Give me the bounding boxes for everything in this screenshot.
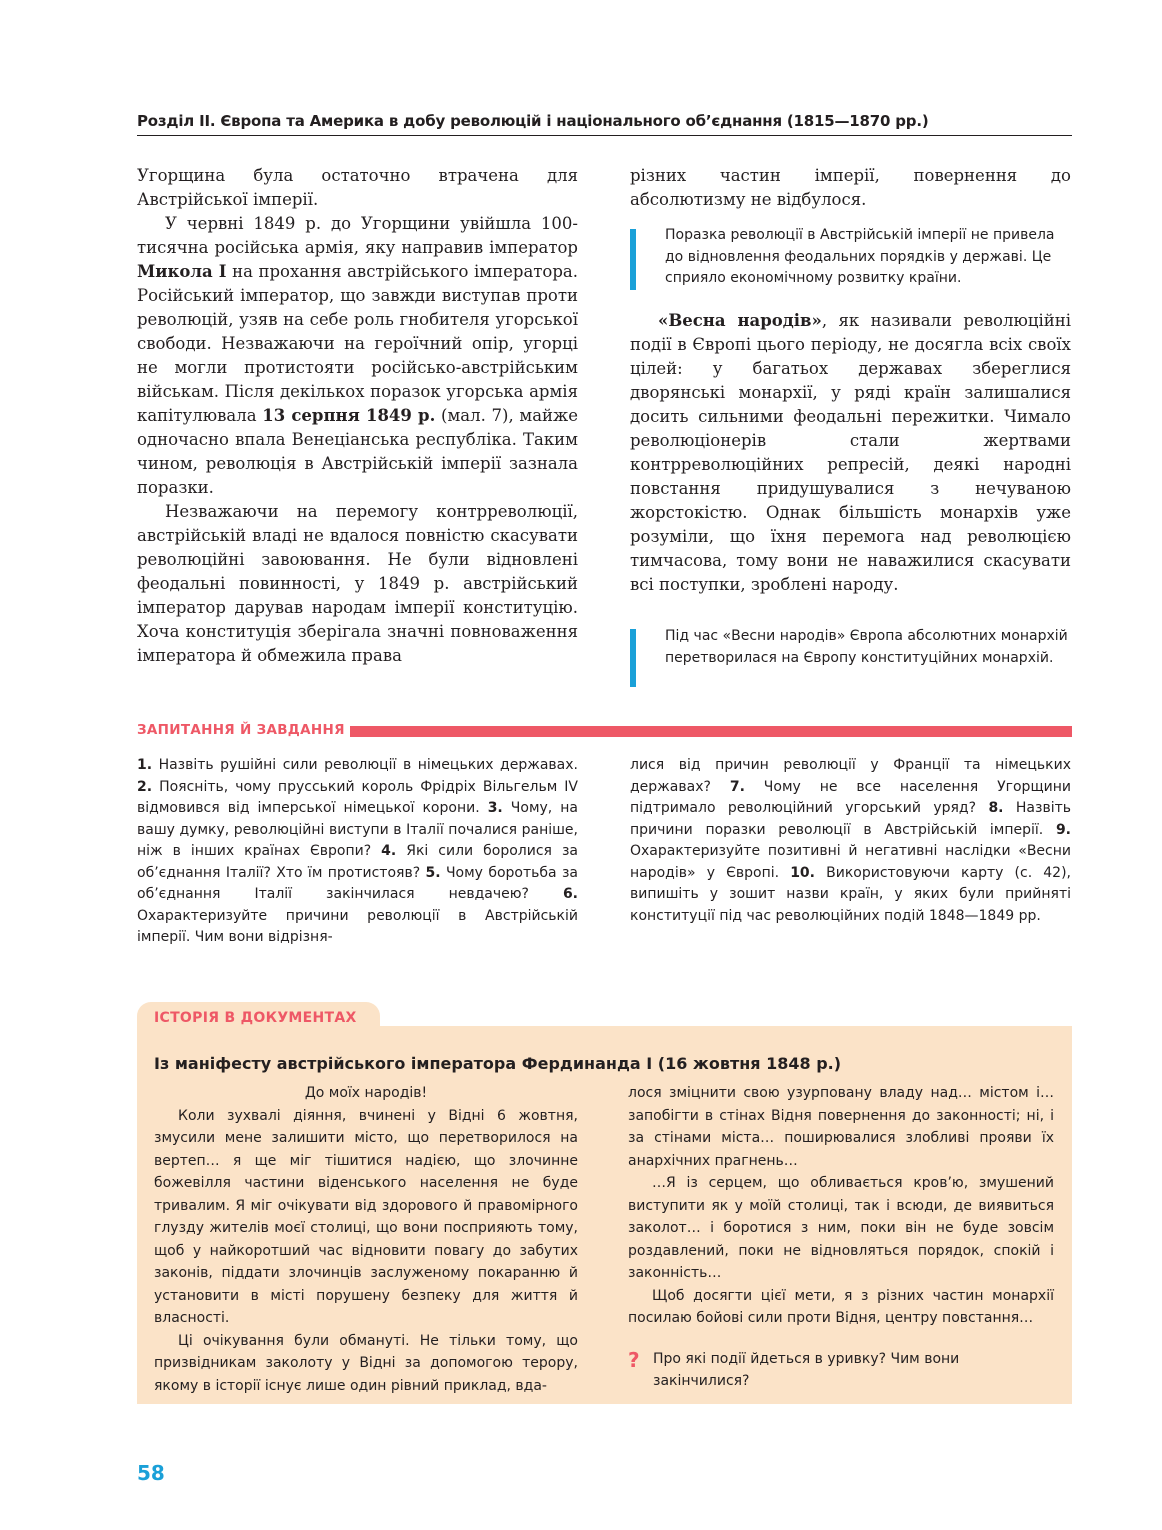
question-number: 3.	[487, 800, 503, 816]
document-paragraph: Щоб досягти цієї мети, я з різних частин монархії посилаю бойові сили проти Відня, центру повстання…	[628, 1287, 1054, 1326]
paragraph: Незважаючи на перемогу контрреволюції, австрійській владі не вдалося повністю скасувати революційні завоювання. Не були відновлені феодальні повинності, у 1849 р. австрійський імператор дарував народам імперії конституцію. Хоча конституція зберігала значні повноваження імператора й обмежила права	[137, 502, 578, 665]
text-run: У червні 1849 р. до Угорщини увійшла 100-тисячна російська армія, яку направив імператор	[137, 214, 578, 257]
question-text: Охарактеризуйте причини революції в Австрійській імперії. Чим вони відрізня-	[137, 907, 578, 945]
paragraph	[137, 212, 578, 500]
document-paragraph: Коли зухвалі діяння, вчинені у Відні 6 жовтня, змусили мене залишити місто, що перетворилося на вертеп… я ще міг тішитися надією, що злочинне божевілля частини віденського населення не буде тривалим. Я міг очікувати від здорового й правомірного глузду жителів моєї столиці, що вони посприяють тому, щоб у найкоротший час відновити повагу до забутих законів, піддати злочинців заслуженому покаранню й установити в місті порушену безпеку для життя й власності.	[154, 1107, 578, 1326]
questions-title: ЗАПИТАННЯ Й ЗАВДАННЯ	[137, 722, 345, 738]
document-paragraph: лося зміцнити свою узурповану владу над… містом і… запобігти в стінах Відня повернення до законності; ні, і за стінами міста… поширювалися злобливі прояви їх анархічних прагнень…	[628, 1085, 1054, 1169]
bold-term: «Весна народів»	[658, 311, 822, 330]
document-right-column	[628, 1082, 1054, 1330]
document-paragraph: Ці очікування були обмануті. Не тільки тому, що призвідникам заколоту у Відні за допомогою терору, якому в історії існує лише один рівний приклад, вда-	[154, 1332, 578, 1394]
question-number: 8.	[988, 800, 1004, 816]
bold-date: 13 серпня 1849 р.	[262, 406, 436, 425]
question-number: 2.	[137, 778, 153, 795]
question-number: 6.	[562, 886, 578, 902]
note-bar	[630, 629, 636, 687]
document-paragraph: …Я із серцем, що обливається кров’ю, змушений виступити як у моїй столиці, так і всюди, де виявиться заколот… і боротися з ним, поки він не буде зовсім роздавлений, поки не відновляться порядок, спокій і законність…	[628, 1175, 1054, 1281]
header-rule	[137, 135, 1072, 136]
question-text: Які сили боролися за об’єднання Італії? Хто їм протистояв?	[137, 843, 578, 881]
question-text: лися від причин революції у Франції та німецьких державах?	[630, 757, 1071, 795]
question-text: Назвіть рушійні сили революції в німецьких державах.	[152, 757, 578, 773]
note-box: Під час «Весни народів» Європа абсолютних монархій перетворилася на Європу конституційних монархій.	[665, 628, 1068, 666]
question-number: 7.	[729, 778, 745, 795]
question-number: 4.	[381, 843, 397, 859]
paragraph: різних частин імперії, повернення до абсолютизму не відбулося.	[630, 166, 1071, 209]
main-right-column-bottom	[630, 309, 1071, 597]
text-run: , як називали революційні події в Європі цього періоду, не досягла всіх своїх цілей: у багатьох державах збереглися дворянські монархії, у ряді країн залишалися досить сильними феодальні пережитки. Чимало революціонерів стали жертвами контрреволюційних репресій, деякі народні повстання придушувалися з нечуваною жорстокістю. Однак більшість монархів уже розуміли, що їхня перемога над революцією тимчасова, тому вони не наважилися скасувати всі поступки, зроблені народу.	[630, 311, 1071, 594]
question-text: Використовуючи карту (с. 42), випишіть у зошит назви країн, у яких були прийняті конституції під час революційних подій 1848—1849 рр.	[630, 864, 1071, 924]
question-text: Назвіть причини поразки революції в Австрійській імперії.	[630, 800, 1071, 838]
text-run: (мал. 7), майже одночасно впала Венеціанська республіка. Таким чином, революція в Австрійській імперії зазнала поразки.	[137, 406, 578, 497]
question-mark-icon: ?	[628, 1348, 640, 1372]
main-right-column-top	[630, 164, 1071, 212]
bold-term: Микола I	[137, 262, 227, 281]
question-text: Чому боротьба за об’єднання Італії закінчилася невдачею?	[137, 864, 579, 902]
paragraph	[630, 309, 1071, 597]
question-number: 9.	[1055, 821, 1071, 838]
question-text: Чому не все населення Угорщини підтримало революційний угорський уряд?	[630, 778, 1071, 816]
paragraph: Угорщина була остаточно втрачена для Австрійської імперії.	[137, 166, 578, 209]
question-text: Поясніть, чому прусський король Фрідріх Вільгельм IV відмовився від імперської німецької корони.	[137, 778, 578, 816]
note-bar	[630, 229, 636, 290]
question-number: 1.	[137, 757, 153, 773]
page-number: 58	[137, 1461, 165, 1485]
section-header: Розділ ІІ. Європа та Америка в добу революцій і національного об’єднання (1815—1870 рр.)	[137, 112, 929, 130]
main-left-column	[137, 164, 578, 668]
questions-title-bar	[350, 726, 1072, 737]
question-number: 10.	[790, 864, 815, 881]
questions-right-column	[630, 755, 1071, 927]
document-tab-label: ІСТОРІЯ В ДОКУМЕНТАХ	[154, 1010, 357, 1026]
questions-left-column	[137, 755, 578, 949]
document-greeting: До моїх народів!	[304, 1085, 428, 1101]
document-question: Про які події йдеться в уривку? Чим вони закінчилися?	[653, 1351, 960, 1389]
question-text: Чому, на вашу думку, революційні виступи в Італії почалися раніше, ніж в інших країнах Європи?	[137, 800, 578, 859]
text-run: на прохання австрійського імператора. Російський імператор, що завжди виступав проти революцій, узяв на себе роль гнобителя угорської свободи. Незважаючи на героїчний опір, угорці не могли протистояти російсько-австрійським військам. Після декількох поразок угорська армія капітулювала	[137, 262, 578, 425]
document-left-column	[154, 1082, 578, 1397]
question-number: 5.	[425, 864, 441, 881]
question-text: Охарактеризуйте позитивні й негативні наслідки «Весни народів» у Європі.	[630, 843, 1071, 881]
note-box: Поразка революції в Австрійській імперії не привела до відновлення феодальних порядків у державі. Це сприяло економічному розвитку країни.	[665, 227, 1055, 286]
document-title: Із маніфесту австрійського імператора Фердинанда I (16 жовтня 1848 р.)	[154, 1054, 842, 1073]
